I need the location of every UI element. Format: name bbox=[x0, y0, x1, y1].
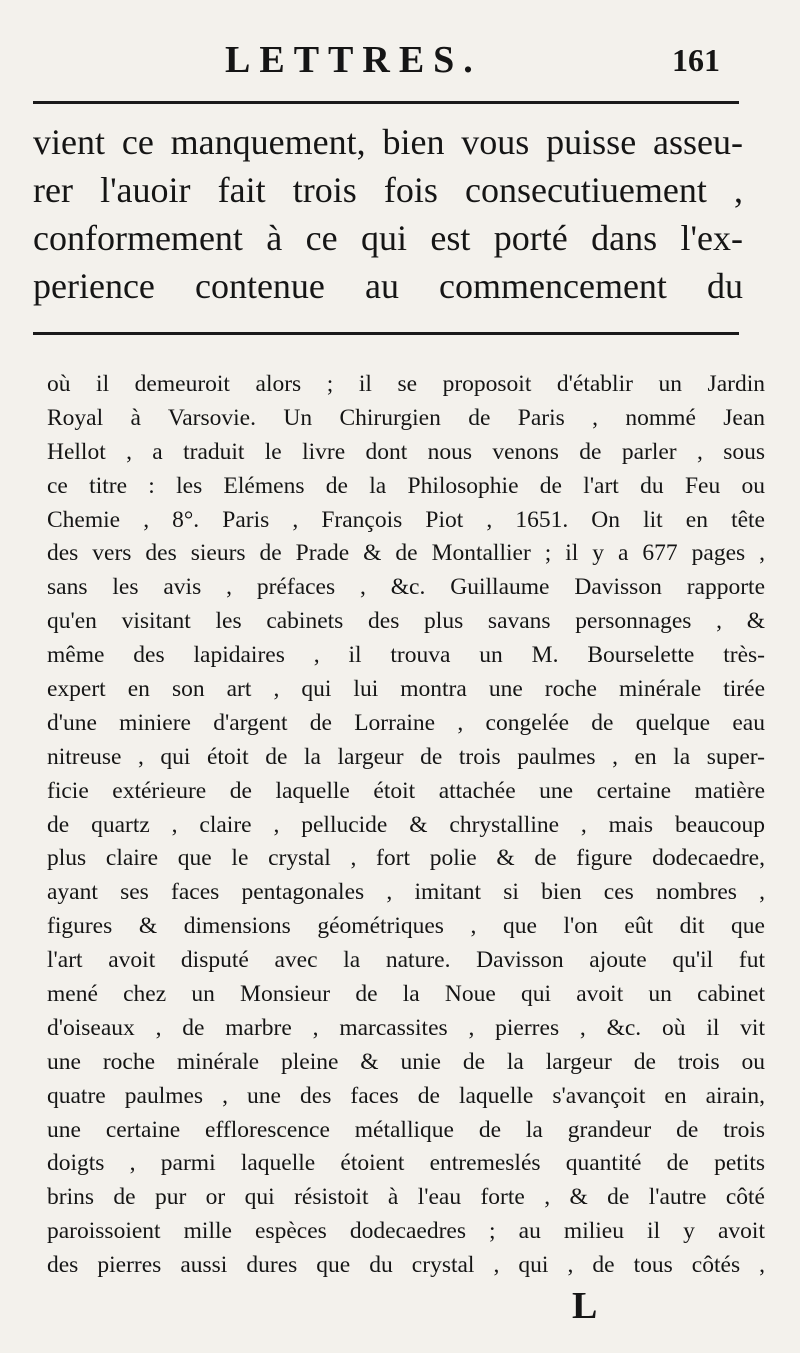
quote-line: rer l'auoir fait trois fois consecutiuement , bbox=[33, 170, 743, 210]
quote-line: vient ce manquement, bien vous puisse asseu- bbox=[33, 122, 743, 162]
text-line: Hellot , a traduit le livre dont nous venons de parler , sous bbox=[47, 438, 765, 465]
text-line: de quartz , claire , pellucide & chrystalline , mais beaucoup bbox=[47, 811, 765, 838]
text-line: expert en son art , qui lui montra une roche minérale tirée bbox=[47, 676, 765, 703]
text-line: paroissoient mille espèces dodecaedres ; au milieu il y avoit bbox=[47, 1218, 765, 1245]
text-line: mené chez un Monsieur de la Noue qui avoit un cabinet bbox=[47, 981, 765, 1008]
text-line: doigts , parmi laquelle étoient entremeslés quantité de petits bbox=[47, 1150, 765, 1177]
quoted-passage bbox=[33, 118, 743, 310]
text-line: des pierres aussi dures que du crystal , qui , de tous côtés , bbox=[47, 1252, 765, 1279]
text-line: une roche minérale pleine & unie de la largeur de trois ou bbox=[47, 1048, 765, 1075]
text-line: où il demeuroit alors ; il se proposoit d'établir un Jardin bbox=[47, 371, 765, 397]
quote-line: perience contenue au commencement du bbox=[33, 266, 743, 306]
text-line: Royal à Varsovie. Un Chirurgien de Paris , nommé Jean bbox=[47, 404, 765, 431]
text-line: ayant ses faces pentagonales , imitant si bien ces nombres , bbox=[47, 879, 765, 906]
text-line: sans les avis , préfaces , &c. Guillaume Davisson rapporte bbox=[47, 574, 765, 601]
text-line: ficie extérieure de laquelle étoit attachée une certaine matière bbox=[47, 777, 765, 804]
text-line: quatre paulmes , une des faces de laquelle s'avançoit en airain, bbox=[47, 1082, 765, 1109]
text-line: nitreuse , qui étoit de la largeur de trois paulmes , en la super- bbox=[47, 743, 765, 770]
page-number: 161 bbox=[672, 42, 720, 78]
body-text bbox=[47, 368, 765, 1283]
section-rule bbox=[33, 332, 739, 335]
text-line: plus claire que le crystal , fort polie & de figure dodecaedre, bbox=[47, 845, 765, 872]
text-line: figures & dimensions géométriques , que l'on eût dit que bbox=[47, 913, 765, 940]
text-line: d'une miniere d'argent de Lorraine , congelée de quelque eau bbox=[47, 709, 765, 736]
quote-line: conformement à ce qui est porté dans l'ex- bbox=[33, 218, 743, 258]
text-line: brins de pur or qui résistoit à l'eau forte , & de l'autre côté bbox=[47, 1184, 765, 1211]
text-line: qu'en visitant les cabinets des plus savans personnages , & bbox=[47, 608, 765, 635]
text-line: ce titre : les Elémens de la Philosophie de l'art du Feu ou bbox=[47, 472, 765, 499]
text-line: des vers des sieurs de Prade & de Montallier ; il y a 677 pages , bbox=[47, 540, 765, 567]
text-line: une certaine efflorescence métallique de la grandeur de trois bbox=[47, 1116, 765, 1143]
text-line: d'oiseaux , de marbre , marcassites , pierres , &c. où il vit bbox=[47, 1014, 765, 1041]
text-line: même des lapidaires , il trouva un M. Bourselette très- bbox=[47, 642, 765, 669]
header-rule bbox=[33, 101, 739, 104]
text-line: Chemie , 8°. Paris , François Piot , 1651. On lit en tête bbox=[47, 506, 765, 533]
running-head-title: LETTRES. bbox=[225, 39, 482, 81]
text-line: l'art avoit disputé avec la nature. Davisson ajoute qu'il fut bbox=[47, 947, 765, 974]
signature-mark: L bbox=[572, 1285, 598, 1327]
